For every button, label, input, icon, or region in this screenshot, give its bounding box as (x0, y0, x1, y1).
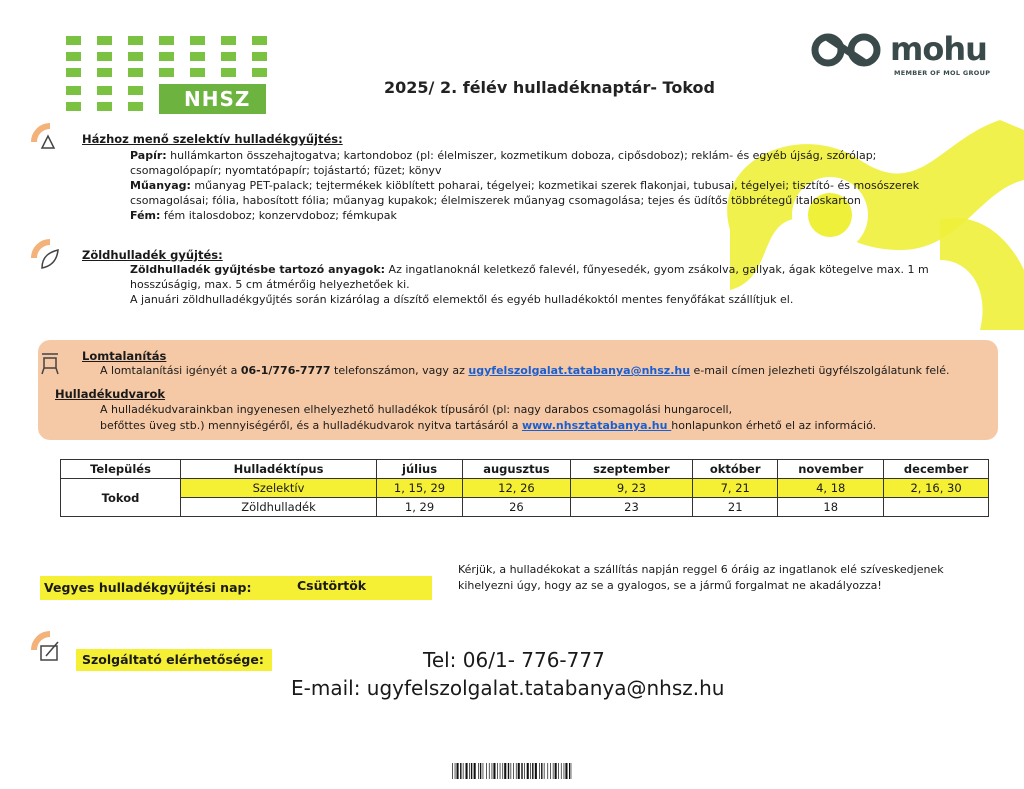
contact-tel[interactable]: Tel: 06/1- 776-777 (423, 648, 605, 672)
papir-text-2: csomagolópapír; nyomtatópapír; tojástartó; füzet; könyv (130, 164, 442, 177)
zold-text: Az ingatlanoknál keletkező falevél, fűnyesedék, gyom zsákolva, gallyak, ágak kötegelve max. 1 m (385, 263, 929, 276)
muanyag-text-2: csomagolásai; fólia, habosított fólia; műanyag kupakok; élelmiszerek műanyag csomagolása; tejes és üdítős többrétegű italoskarton (130, 194, 861, 207)
barcode-bar (489, 763, 490, 779)
barcode-bar (502, 763, 503, 779)
mohu-logo-text: mohu (890, 30, 987, 68)
furniture-icon (32, 344, 68, 380)
barcode-bar (518, 763, 520, 779)
lomtalanitas-text-b: telefonszámon, vagy az (330, 364, 469, 377)
hulladekudvarok-text-2 (100, 418, 876, 433)
szelektiv-heading: Házhoz menő szelektív hulladékgyűjtés: (82, 132, 343, 146)
date-cell: 12, 26 (463, 479, 571, 498)
date-cell: 4, 18 (778, 479, 884, 498)
table-header-row (61, 460, 989, 479)
barcode-bar (478, 763, 479, 779)
date-cell: 7, 21 (693, 479, 778, 498)
barcode-bar (492, 763, 493, 779)
table-header: október (693, 460, 778, 479)
lomtalanitas-email-link[interactable]: ugyfelszolgalat.tatabanya@nhsz.hu (468, 364, 691, 377)
barcode-bar (527, 763, 529, 779)
table-row (61, 498, 989, 517)
barcode-bar (530, 763, 531, 779)
barcode-bar (532, 763, 533, 779)
vegyes-day: Csütörtök (297, 578, 367, 593)
barcode-bar (493, 763, 495, 779)
hulladekudvarok-text-2b: honlapunkon érhető el az információ. (671, 419, 877, 432)
nhsz-logo (66, 36, 266, 114)
barcode-bar (541, 763, 542, 779)
fem-label: Fém: (130, 209, 161, 222)
barcode-bar (524, 763, 525, 779)
barcode-bar (550, 763, 551, 779)
barcode-bar (471, 763, 472, 779)
barcode-bar (455, 763, 456, 779)
table-header: augusztus (463, 460, 571, 479)
barcode-bar (561, 763, 562, 779)
date-cell: 26 (463, 498, 571, 517)
barcode-bar (500, 763, 501, 779)
edit-icon (30, 630, 66, 666)
hulladekudvarok-text-1: A hulladékudvarainkban ingyenesen elhelyezhető hulladékok típusáról (pl: nagy darabos csomagolási hungarocell, (100, 403, 733, 416)
schedule-table (60, 459, 989, 517)
table-header: Település (61, 460, 181, 479)
barcode-bar (504, 763, 506, 779)
leaf-icon (30, 238, 66, 274)
barcode-bar (483, 763, 484, 779)
barcode-bar (521, 763, 522, 779)
nhsz-logo-text: NHSZ (159, 84, 266, 114)
waste-type-cell: Szelektív (181, 479, 377, 498)
muanyag-text: műanyag PET-palack; tejtermékek kiöblített poharai, tégelyei; kozmetikai szerek flakonjai, tubusai, tégelyei; tisztító- és mosószerek (190, 179, 920, 192)
date-cell: 9, 23 (570, 479, 692, 498)
date-cell: 1, 15, 29 (377, 479, 463, 498)
lomtalanitas-text (100, 363, 950, 378)
collection-note: Kérjük, a hulladékokat a szállítás napján reggel 6 óráig az ingatlanok elé szíveskedjenek kihelyezni úgy, hogy az se a gyalogos, se a jármű forgalmat ne akadályozza! (458, 563, 944, 592)
zold-text-3: A januári zöldhulladékgyűjtés során kizárólag a díszítő elemektől és egyéb hulladékoktól mentes fenyőfákat szállítjuk el. (130, 293, 794, 306)
lomtalanitas-text-a: A lomtalanítási igényét a (100, 364, 241, 377)
waste-type-cell: Zöldhulladék (181, 498, 377, 517)
date-cell: 2, 16, 30 (884, 479, 989, 498)
barcode-bar (460, 763, 461, 779)
mohu-tagline: MEMBER OF MOL GROUP (894, 69, 991, 77)
barcode-bar (516, 763, 517, 779)
barcode-bar (457, 763, 459, 779)
barcode-bar (535, 763, 537, 779)
mohu-logo (810, 30, 995, 80)
table-header: Hulladéktípus (181, 460, 377, 479)
barcode-bar (539, 763, 540, 779)
papir-label: Papír: (130, 149, 167, 162)
fem-text: fém italosdoboz; konzervdoboz; fémkupak (160, 209, 397, 222)
barcode-bar (544, 763, 545, 779)
table-header: november (778, 460, 884, 479)
barcode-bar (565, 763, 567, 779)
page-title: 2025/ 2. félév hulladéknaptár- Tokod (384, 78, 715, 97)
barcode-bar (513, 763, 514, 779)
barcode-bar (480, 763, 481, 779)
date-cell: 1, 29 (377, 498, 463, 517)
date-cell: 18 (778, 498, 884, 517)
contact-label: Szolgáltató elérhetősége: (82, 652, 264, 667)
table-header: december (884, 460, 989, 479)
barcode-bar (547, 763, 548, 779)
zold-label: Zöldhulladék gyűjtésbe tartozó anyagok: (130, 263, 386, 276)
barcode-bar (553, 763, 554, 779)
hulladekudvarok-heading: Hulladékudvarok (55, 387, 166, 401)
szelektiv-body (82, 148, 1002, 223)
barcode-bar (508, 763, 509, 779)
barcode-bar (486, 763, 487, 779)
table-header: szeptember (570, 460, 692, 479)
settlement-cell: Tokod (61, 479, 181, 517)
barcode-bar (511, 763, 512, 779)
barcode-bar (474, 763, 476, 779)
zold-heading: Zöldhulladék gyűjtés: (82, 248, 223, 262)
lomtalanitas-text-c: e-mail címen jelezheti ügyfélszolgálatunk felé. (690, 364, 950, 377)
date-cell (884, 498, 989, 517)
table-header: július (377, 460, 463, 479)
date-cell: 23 (570, 498, 692, 517)
barcode-bar (466, 763, 468, 779)
barcode-bar (564, 763, 565, 779)
date-cell: 21 (693, 498, 778, 517)
lomtalanitas-phone[interactable]: 06-1/776-7777 (240, 364, 331, 377)
zold-body (82, 262, 1002, 307)
barcode (452, 763, 572, 779)
barcode-bar (452, 763, 453, 779)
vegyes-label: Vegyes hulladékgyűjtési nap: (44, 580, 252, 595)
barcode-bar (558, 763, 559, 779)
barcode-bar (497, 763, 498, 779)
barcode-bar (555, 763, 557, 779)
hulladekudvarok-text-2a: befőttes üveg stb.) mennyiségéről, és a hulladékudvarok nyitva tartásáról a (100, 419, 522, 432)
website-link[interactable]: www.nhsztatabanya.hu (521, 419, 672, 432)
lomtalanitas-heading: Lomtalanítás (82, 349, 167, 363)
contact-email[interactable]: E-mail: ugyfelszolgalat.tatabanya@nhsz.hu (291, 676, 725, 700)
table-row (61, 479, 989, 498)
mohu-symbol-icon (810, 30, 886, 70)
barcode-bar (463, 763, 464, 779)
zold-text-2: hosszúságig, max. 5 cm átmérőig helyezhetőek ki. (130, 278, 410, 291)
info-box (38, 340, 998, 440)
papir-text: hullámkarton összehajtogatva; kartondoboz (pl: élelmiszer, kozmetikum doboza, cipősdoboz); reklám- és egyéb újság, szórólap; (166, 149, 877, 162)
barcode-bar (469, 763, 470, 779)
muanyag-label: Műanyag: (130, 179, 191, 192)
recycle-icon (30, 122, 66, 158)
barcode-bar (569, 763, 570, 779)
